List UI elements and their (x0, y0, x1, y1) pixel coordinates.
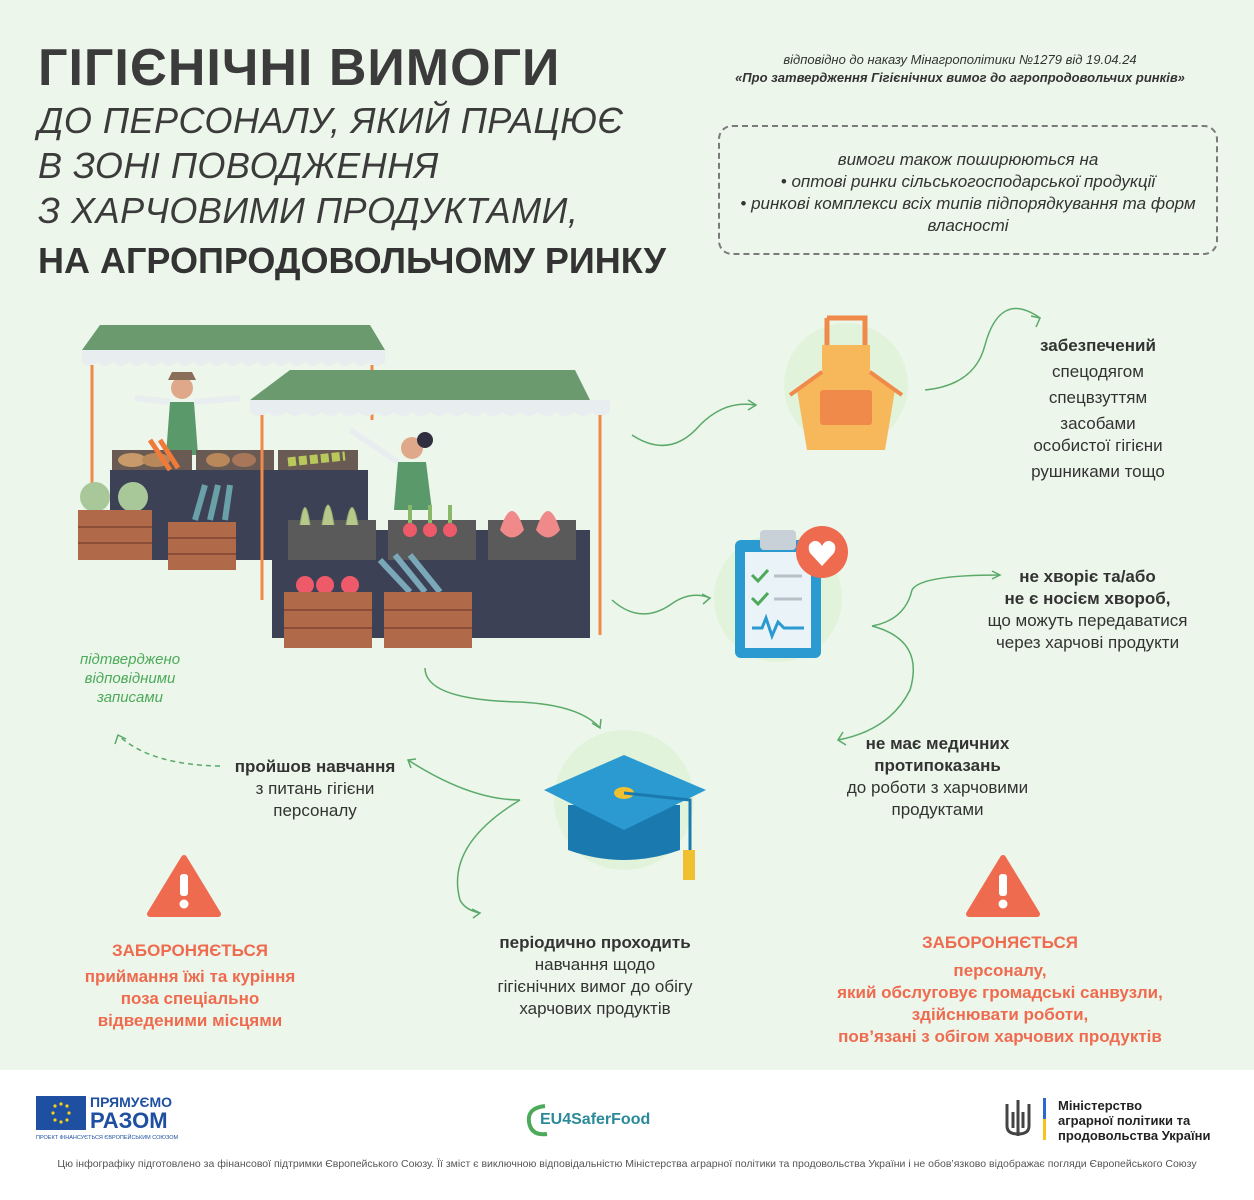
ministry-line-1: Міністерство (1058, 1098, 1143, 1113)
order-reference-line-2: «Про затвердження Гігієнічних вимог до агропродовольчих ринків» (735, 70, 1185, 85)
ua-flag-bar (1043, 1098, 1046, 1140)
graduation-cap-icon (544, 730, 706, 880)
ministry-line-3: продовольства України (1058, 1128, 1211, 1143)
health-heading-1: не хворіє та/або (1019, 567, 1156, 586)
training-text-1: з питань гігієни (255, 779, 375, 798)
equipment-item-2: спецвзуттям (1048, 388, 1148, 407)
equipment-block (1000, 335, 1196, 483)
scope-box (718, 125, 1218, 255)
confirmed-line-3: записами (96, 689, 164, 706)
disclaimer: Цю інфографіку підготовлено за фінансової підтримки Європейського Союзу. Її зміст є виключною відповідальністю Міністерства аграрної політики та продовольства України і не обов’язково відображає погляди Європейського Союзу (57, 1158, 1197, 1170)
forbidden-right-block (810, 932, 1190, 1048)
medical-text-2: продуктами (891, 800, 984, 819)
health-text-2: через харчові продукти (995, 633, 1180, 652)
training-heading: пройшов навчання (234, 757, 396, 776)
apron-icon (784, 318, 908, 450)
scope-item-1: • оптові ринки сільськогосподарської продукції (740, 171, 1196, 193)
forbidden-right-line-4: пов’язані з обігом харчових продуктів (838, 1027, 1162, 1046)
forbidden-left-heading: ЗАБОРОНЯЄТЬСЯ (112, 941, 268, 960)
forbidden-right-heading: ЗАБОРОНЯЄТЬСЯ (922, 933, 1078, 952)
eu-logo-line-1: ПРЯМУЄМО (90, 1094, 172, 1110)
forbidden-right-line-2: який обслуговує громадські санвузли, (837, 983, 1163, 1002)
confirmed-line-1: підтверджено (79, 651, 181, 668)
page-title: ГІГІЄНІЧНІ ВИМОГИ (38, 39, 561, 97)
forbidden-right-line-3: здійснювати роботи, (911, 1005, 1089, 1024)
forbidden-right-line-1: персоналу, (953, 961, 1047, 980)
medical-text-1: до роботи з харчовими (846, 778, 1029, 797)
forbidden-left-block (60, 940, 320, 1032)
medical-heading-1: не має медичних (865, 734, 1010, 753)
saferfood-logo-text: EU4SaferFood (540, 1111, 651, 1128)
equipment-item-1: спецодягом (1052, 362, 1144, 381)
eu-logo-small-text: ПРОЕКТ ФІНАНСУЄТЬСЯ ЄВРОПЕЙСЬКИМ СОЮЗОМ (36, 1135, 179, 1141)
training-block (215, 756, 415, 822)
order-reference-line-1: відповідно до наказу Мінагрополітики №1279 від 19.04.24 (783, 52, 1137, 67)
medical-block (820, 733, 1055, 821)
forbidden-left-line-3: відведеними місцями (97, 1011, 283, 1030)
periodic-heading: періодично проходить (499, 933, 691, 952)
periodic-text-1: навчання щодо (534, 955, 656, 974)
health-text-1: що можуть передаватися (987, 611, 1188, 630)
equipment-item-4: рушниками тощо (1031, 462, 1165, 481)
health-block (960, 566, 1215, 654)
subtitle-line-4: НА АГРОПРОДОВОЛЬЧОМУ РИНКУ (38, 240, 666, 281)
forbidden-left-line-1: приймання їжі та куріння (84, 967, 296, 986)
subtitle-line-2: В ЗОНІ ПОВОДЖЕННЯ (38, 145, 439, 186)
scope-item-2: • ринкові комплекси всіх типів підпорядкування та форм власності (740, 193, 1196, 237)
warning-right-icon (969, 858, 1037, 914)
confirmed-note (55, 650, 205, 707)
periodic-text-2: гігієнічних вимог до обігу (497, 977, 693, 996)
market-stall-illustration (78, 325, 610, 648)
ministry-line-2: аграрної політики та (1058, 1113, 1191, 1128)
equipment-heading: забезпечений (1040, 336, 1156, 355)
scope-intro: вимоги також поширюються на (837, 150, 1099, 169)
periodic-block (470, 932, 720, 1020)
ministry-logo-text (1058, 1098, 1210, 1143)
warning-left-icon (150, 858, 218, 914)
health-heading-2: не є носієм хвороб, (1004, 589, 1171, 608)
subtitle-line-1: ДО ПЕРСОНАЛУ, ЯКИЙ ПРАЦЮЄ (38, 100, 624, 141)
confirmed-line-2: відповідними (84, 670, 176, 687)
forbidden-left-line-2: поза спеціально (120, 989, 260, 1008)
equipment-item-3: засобами особистої гігієни (1033, 414, 1163, 455)
eu-flag-icon (36, 1096, 86, 1130)
medical-heading-2: протипоказань (874, 756, 1001, 775)
clipboard-health-icon (714, 526, 848, 662)
trident-icon (1003, 1098, 1033, 1140)
eu-logo-line-2: РАЗОМ (90, 1108, 168, 1133)
training-text-2: персоналу (273, 801, 357, 820)
periodic-text-3: харчових продуктів (519, 999, 671, 1018)
subtitle-line-3: З ХАРЧОВИМИ ПРОДУКТАМИ, (38, 190, 579, 231)
